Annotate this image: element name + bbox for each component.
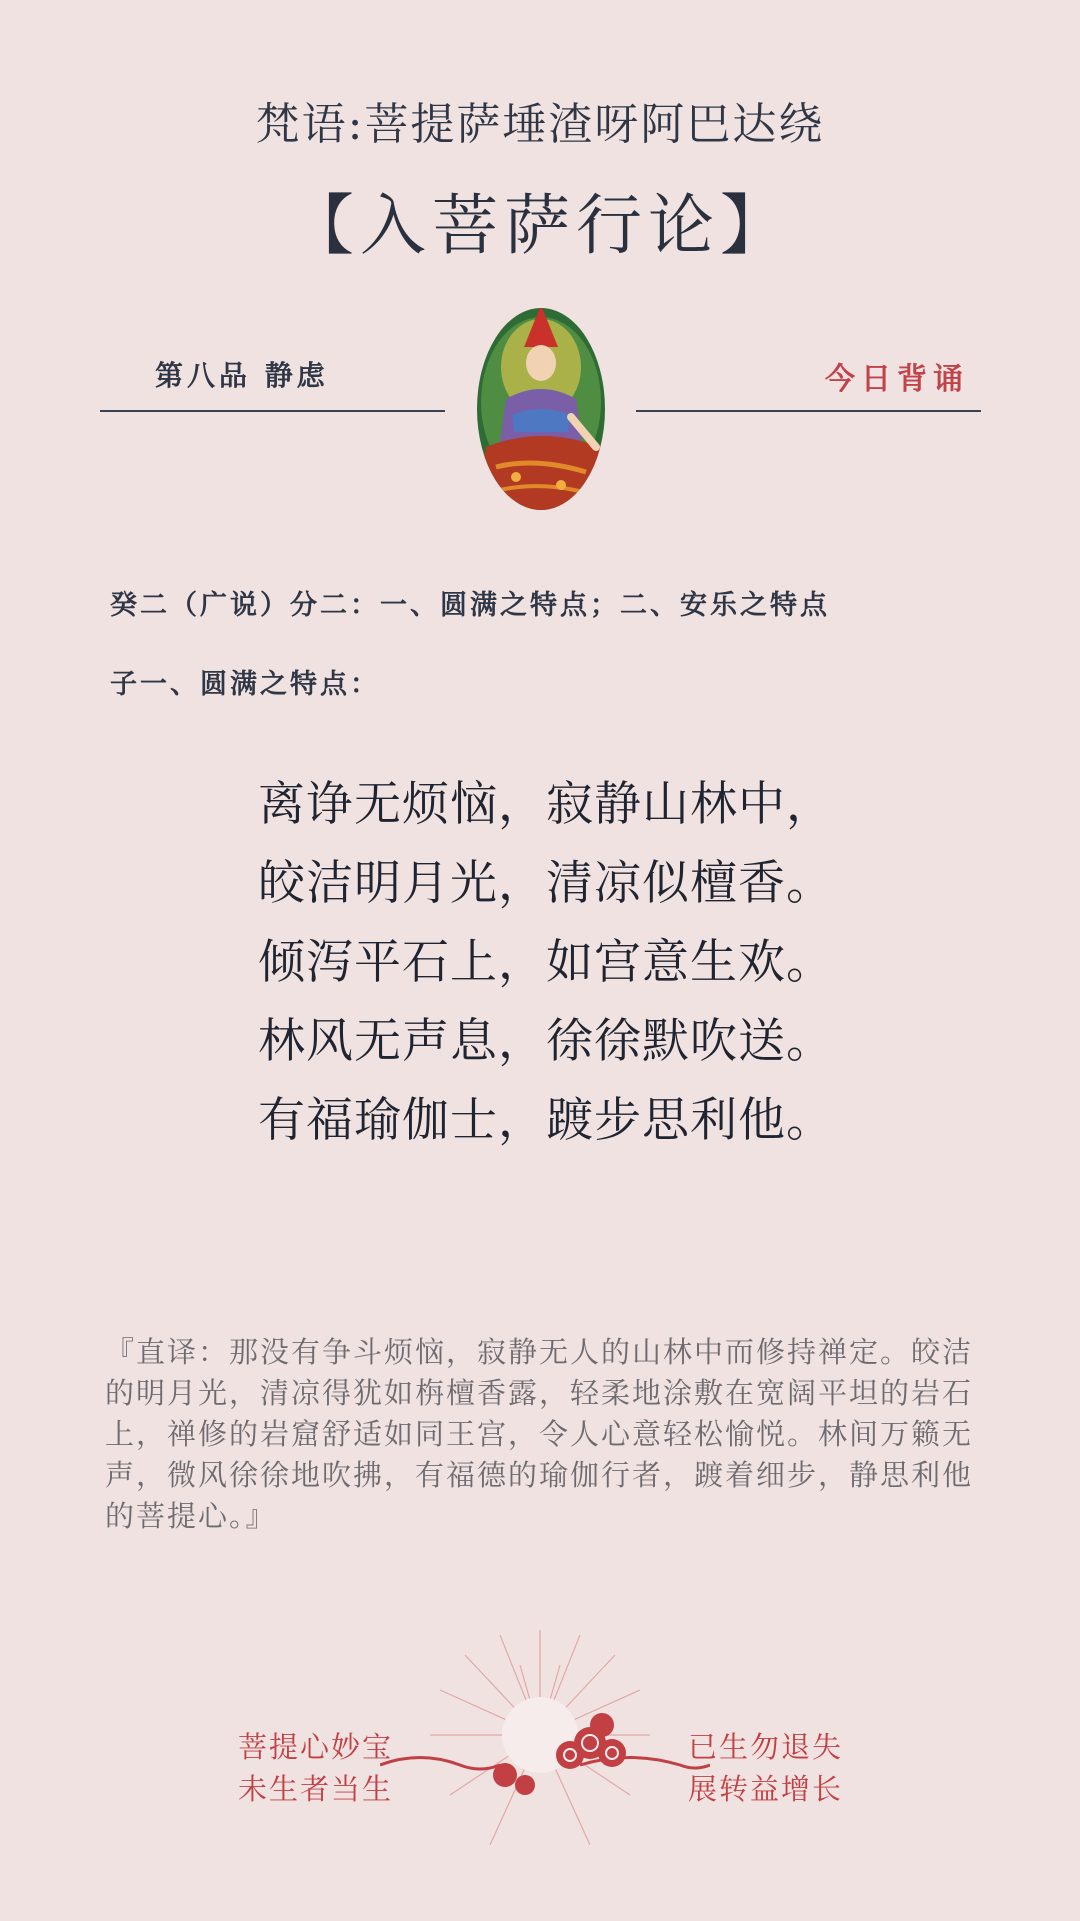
subtitle: 梵语:菩提萨埵渣呀阿巴达绕 xyxy=(255,99,825,150)
today-recite-label: 今日背诵 xyxy=(825,362,969,397)
motto-right xyxy=(688,1726,843,1810)
verse-block xyxy=(258,765,858,1160)
outline-line-2: 子一、圆满之特点： xyxy=(110,669,380,700)
page-title: 【入菩萨行论】 xyxy=(288,187,792,264)
outline-line-1: 癸二（广说）分二：一、圆满之特点；二、安乐之特点 xyxy=(110,590,830,621)
divider-left xyxy=(100,410,445,412)
motto-left xyxy=(238,1726,393,1810)
sun-cloud-ornament xyxy=(380,1625,710,1875)
chapter-label: 第八品 静虑 xyxy=(155,359,329,392)
verse-line: 有福瑜伽士，踱步思利他。 xyxy=(258,1093,834,1148)
motto-left-line-2: 未生者当生 xyxy=(238,1772,394,1806)
shantideva-portrait xyxy=(476,307,606,511)
verse-line: 皎洁明月光，清凉似檀香。 xyxy=(258,856,834,911)
verse-line: 离诤无烦恼，寂静山林中， xyxy=(258,777,834,832)
motto-right-line-2: 展转益增长 xyxy=(688,1772,844,1806)
verse-line: 林风无声息，徐徐默吹送。 xyxy=(258,1014,834,1069)
motto-right-line-1: 已生勿退失 xyxy=(688,1730,844,1764)
verse-line: 倾泻平石上，如宫意生欢。 xyxy=(258,935,834,990)
divider-right xyxy=(636,410,981,412)
motto-left-line-1: 菩提心妙宝 xyxy=(238,1730,394,1764)
translation-text: 『直译：那没有争斗烦恼，寂静无人的山林中而修持禅定。皎洁的明月光，清凉得犹如栴檀香露，轻柔地涂敷在宽阔平坦的岩石上，禅修的岩窟舒适如同王宫，令人心意轻松愉悦。林间万籁无声，微风徐徐地吹拂，有福德的瑜伽行者，踱着细步，静思利他的菩提心。』 xyxy=(105,1335,974,1533)
